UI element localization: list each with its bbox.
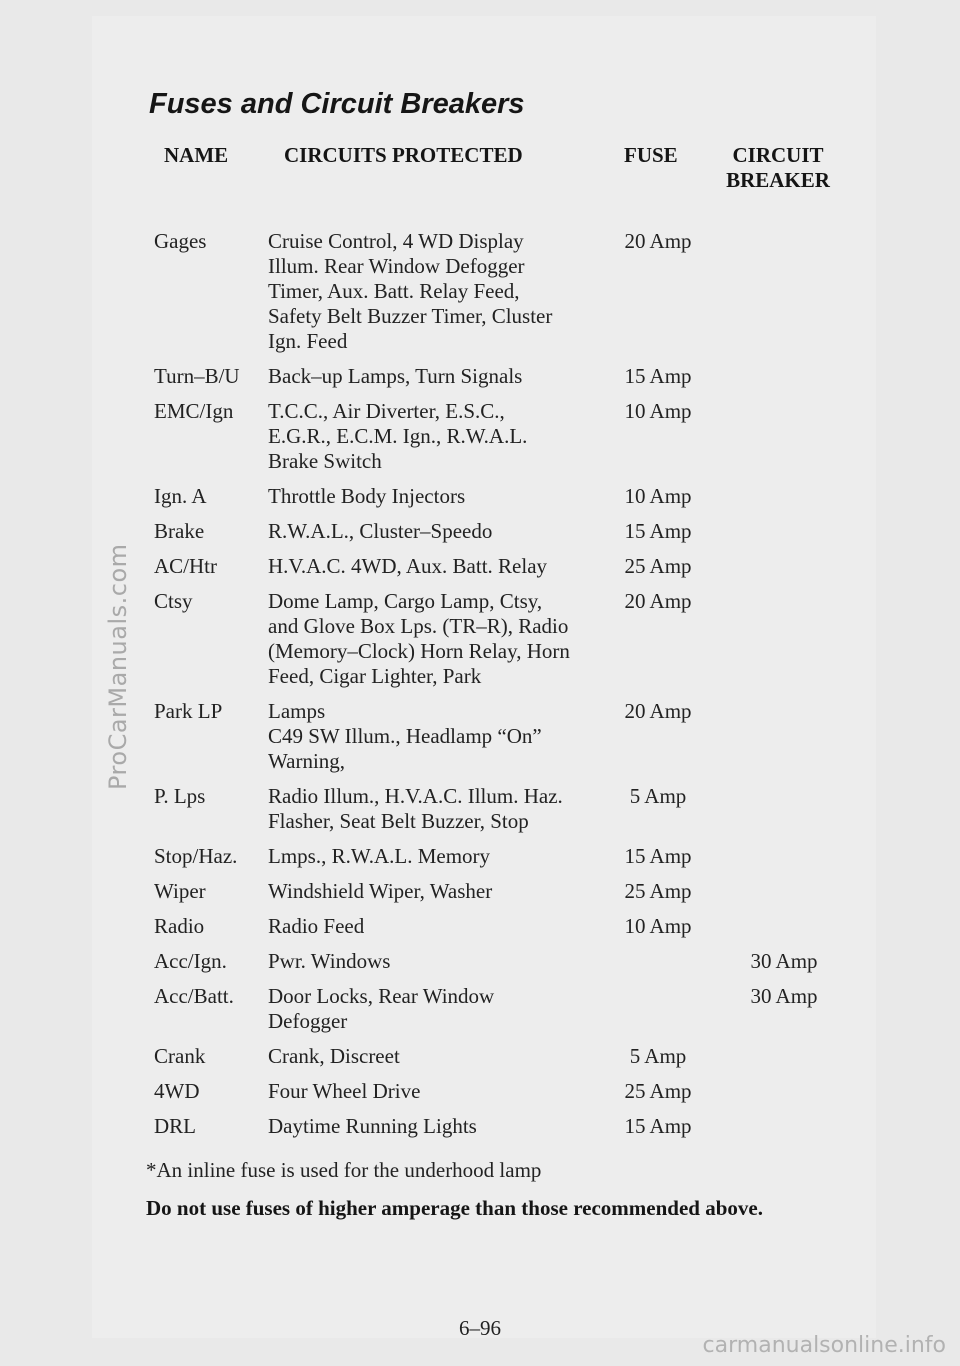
fuse-rating: 25 Amp (624, 879, 692, 903)
circuit-line: (Memory–Clock) Horn Relay, Horn (268, 639, 570, 663)
circuits-protected (268, 554, 608, 579)
circuits-protected (268, 844, 608, 869)
breaker-rating: 30 Amp (750, 949, 818, 973)
circuit-line: Defogger (268, 1009, 348, 1033)
circuit-line: C49 SW Illum., Headlamp “On” (268, 724, 542, 748)
fuse-name: 4WD (154, 1079, 200, 1103)
circuit-line: Warning, (268, 749, 346, 773)
circuits-protected (268, 229, 608, 354)
table-row (0, 1114, 960, 1139)
table-row (0, 399, 960, 474)
fuse-rating: 10 Amp (624, 484, 692, 508)
fuse-name: Wiper (154, 879, 206, 903)
circuit-line: Back–up Lamps, Turn Signals (268, 364, 523, 388)
bottom-watermark: carmanualsonline.info (702, 1333, 946, 1358)
circuit-line: Windshield Wiper, Washer (268, 879, 493, 903)
fuse-name: Brake (154, 519, 205, 543)
page-number: 6–96 (459, 1316, 501, 1340)
fuse-name: Stop/Haz. (154, 844, 238, 868)
header-name: NAME (164, 143, 229, 167)
fuse-rating: 10 Amp (624, 914, 692, 938)
fuse-table (0, 229, 960, 1149)
circuits-protected (268, 879, 608, 904)
table-row (0, 879, 960, 904)
fuse-name: EMC/Ign (154, 399, 234, 423)
circuits-protected (268, 784, 608, 834)
fuse-rating: 5 Amp (629, 784, 687, 808)
circuit-line: T.C.C., Air Diverter, E.S.C., (268, 399, 505, 423)
table-row (0, 484, 960, 509)
circuit-line: Crank, Discreet (268, 1044, 400, 1068)
table-row (0, 1079, 960, 1104)
circuit-line: and Glove Box Lps. (TR–R), Radio (268, 614, 569, 638)
circuit-line: Lamps (268, 699, 326, 723)
header-circuit-breaker (718, 143, 838, 193)
header-circuits-protected: CIRCUITS PROTECTED (284, 143, 523, 167)
fuse-name: Radio (154, 914, 205, 938)
fuse-name: DRL (154, 1114, 196, 1138)
table-row (0, 519, 960, 544)
fuse-rating: 20 Amp (624, 699, 692, 723)
fuse-rating: 5 Amp (629, 1044, 687, 1068)
circuits-protected (268, 1079, 608, 1104)
circuit-line: Timer, Aux. Batt. Relay Feed, (268, 279, 520, 303)
table-row (0, 1044, 960, 1069)
fuse-name: AC/Htr (154, 554, 217, 578)
fuse-rating: 15 Amp (624, 1114, 692, 1138)
circuit-line: Radio Feed (268, 914, 365, 938)
table-row (0, 554, 960, 579)
circuit-line: Brake Switch (268, 449, 382, 473)
circuit-line: Daytime Running Lights (268, 1114, 477, 1138)
side-watermark: ProCarManuals.com (104, 543, 132, 790)
circuit-line: Lmps., R.W.A.L. Memory (268, 844, 491, 868)
amperage-warning: Do not use fuses of higher amperage than those recommended above. (146, 1196, 763, 1220)
fuse-rating: 20 Amp (624, 589, 692, 613)
fuse-name: Crank (154, 1044, 206, 1068)
footnote: *An inline fuse is used for the underhood lamp (146, 1158, 542, 1182)
circuit-line: E.G.R., E.C.M. Ign., R.W.A.L. (268, 424, 528, 448)
circuits-protected (268, 399, 608, 474)
circuits-protected (268, 699, 608, 774)
circuits-protected (268, 484, 608, 509)
fuse-rating: 15 Amp (624, 364, 692, 388)
fuse-rating: 25 Amp (624, 1079, 692, 1103)
fuse-rating: 20 Amp (624, 229, 692, 253)
circuit-line: Illum. Rear Window Defogger (268, 254, 525, 278)
circuit-line: Feed, Cigar Lighter, Park (268, 664, 482, 688)
fuse-name: Ign. A (154, 484, 207, 508)
circuits-protected (268, 1044, 608, 1069)
circuits-protected (268, 589, 608, 689)
circuit-line: Pwr. Windows (268, 949, 391, 973)
breaker-rating: 30 Amp (750, 984, 818, 1008)
header-breaker-line2: BREAKER (726, 168, 830, 192)
circuit-line: Dome Lamp, Cargo Lamp, Ctsy, (268, 589, 543, 613)
fuse-rating: 15 Amp (624, 844, 692, 868)
header-fuse: FUSE (624, 143, 678, 167)
fuse-name: Acc/Ign. (154, 949, 227, 973)
circuit-line: Radio Illum., H.V.A.C. Illum. Haz. (268, 784, 563, 808)
circuit-line: Safety Belt Buzzer Timer, Cluster (268, 304, 553, 328)
header-breaker-line1: CIRCUIT (732, 143, 824, 167)
circuits-protected (268, 364, 608, 389)
circuit-line: R.W.A.L., Cluster–Speedo (268, 519, 493, 543)
circuits-protected (268, 984, 608, 1034)
table-row (0, 949, 960, 974)
circuit-line: Ign. Feed (268, 329, 348, 353)
fuse-rating: 10 Amp (624, 399, 692, 423)
table-row (0, 364, 960, 389)
table-row (0, 589, 960, 689)
table-row (0, 784, 960, 834)
circuit-line: Flasher, Seat Belt Buzzer, Stop (268, 809, 529, 833)
table-row (0, 229, 960, 354)
circuit-line: H.V.A.C. 4WD, Aux. Batt. Relay (268, 554, 548, 578)
circuits-protected (268, 949, 608, 974)
fuse-name: P. Lps (154, 784, 206, 808)
table-row (0, 984, 960, 1034)
fuse-name: Gages (154, 229, 207, 253)
table-row (0, 699, 960, 774)
circuit-line: Cruise Control, 4 WD Display (268, 229, 524, 253)
circuits-protected (268, 519, 608, 544)
fuse-rating: 15 Amp (624, 519, 692, 543)
fuse-name: Acc/Batt. (154, 984, 234, 1008)
circuit-line: Throttle Body Injectors (268, 484, 466, 508)
circuit-line: Door Locks, Rear Window (268, 984, 495, 1008)
fuse-name: Ctsy (154, 589, 193, 613)
circuits-protected (268, 1114, 608, 1139)
fuse-rating: 25 Amp (624, 554, 692, 578)
circuits-protected (268, 914, 608, 939)
page-title: Fuses and Circuit Breakers (149, 88, 525, 120)
table-row (0, 844, 960, 869)
fuse-name: Park LP (154, 699, 223, 723)
circuit-line: Four Wheel Drive (268, 1079, 421, 1103)
table-row (0, 914, 960, 939)
fuse-name: Turn–B/U (154, 364, 240, 388)
